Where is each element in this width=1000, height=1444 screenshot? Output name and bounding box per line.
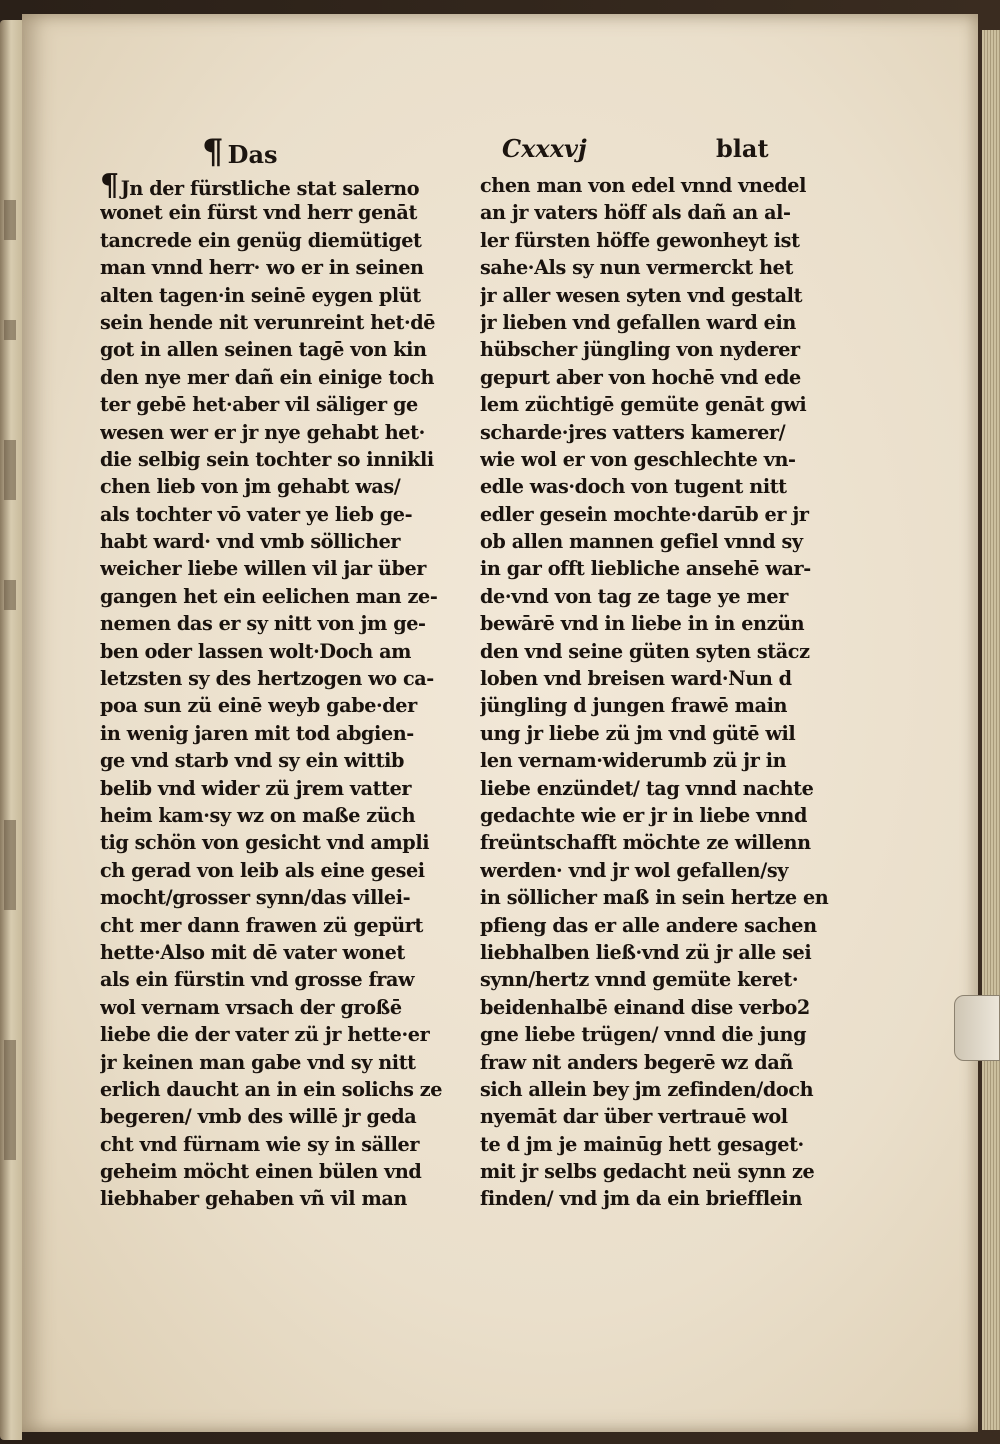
text-line: als ein fürstin vnd grosse fraw xyxy=(100,968,415,992)
text-line: erlich daucht an in ein solichs ze xyxy=(100,1077,443,1101)
text-line: als tochter vō vater ye lieb ge- xyxy=(100,502,413,526)
text-line: pfieng das er alle andere sachen xyxy=(480,913,817,937)
bookmark-tab xyxy=(954,995,1000,1061)
text-line: sich allein bey jm zefinden/doch xyxy=(480,1077,814,1101)
text-line: den nye mer dañ ein einige toch xyxy=(100,365,435,389)
text-line: fraw nit anders begerē wz dañ xyxy=(480,1050,793,1074)
text-line: freüntschafft möchte ze willenn xyxy=(480,831,811,855)
book-page xyxy=(22,14,978,1432)
text-line: synn/hertz vnnd gemüte keret· xyxy=(480,968,799,992)
text-line: beidenhalbē einand dise verbo2 xyxy=(480,995,810,1019)
text-line: chen lieb von jm gehabt was/ xyxy=(100,475,401,499)
text-line: mit jr selbs gedacht neü synn ze xyxy=(480,1160,815,1184)
text-line: gangen het ein eelichen man ze- xyxy=(100,584,438,608)
text-line: mocht/grosser synn/das villei- xyxy=(100,886,411,910)
text-line: finden/ vnd jm da ein briefflein xyxy=(480,1187,802,1211)
text-line: hübscher jüngling von nyderer xyxy=(480,338,800,362)
text-line: weicher liebe willen vil jar über xyxy=(100,557,427,581)
text-line: loben vnd breisen ward·Nun d xyxy=(480,667,792,691)
text-line: an jr vaters höff als dañ an al- xyxy=(480,201,791,225)
text-line: jr lieben vnd gefallen ward ein xyxy=(480,310,796,334)
text-line: wie wol er von geschlechte vn- xyxy=(480,447,796,471)
text-line: te d jm je mainūg hett gesaget· xyxy=(480,1132,804,1156)
text-line: gedachte wie er jr in liebe vnnd xyxy=(480,803,807,827)
text-line: nyemāt dar über vertrauē wol xyxy=(480,1105,788,1129)
text-line: edle was·doch von tugent nitt xyxy=(480,475,787,499)
folio-number: Cxxxvj xyxy=(502,134,587,163)
text-line: nemen das er sy nitt von jm ge- xyxy=(100,612,426,636)
running-head-right: blat xyxy=(716,134,769,163)
text-line: ung jr liebe zü jm vnd gütē wil xyxy=(480,721,796,745)
text-line: wonet ein fürst vnd herr genāt xyxy=(100,201,417,225)
text-line: ob allen mannen gefiel vnnd sy xyxy=(480,530,803,554)
text-line: jr keinen man gabe vnd sy nitt xyxy=(100,1050,416,1074)
text-line: sahe·Als sy nun vermerckt het xyxy=(480,256,793,280)
text-line: edler gesein mochte·darūb er jr xyxy=(480,502,809,526)
text-line: heim kam·sy wz on maße züch xyxy=(100,803,416,827)
text-line: jr aller wesen syten vnd gestalt xyxy=(480,283,803,307)
text-line: cht vnd fürnam wie sy in säller xyxy=(100,1132,420,1156)
text-line: in söllicher maß in sein hertze en xyxy=(480,886,829,910)
text-line: liebhalben ließ·vnd zü jr alle sei xyxy=(480,940,812,964)
text-line: ben oder lassen wolt·Doch am xyxy=(100,639,412,663)
text-line: den vnd seine güten syten stäcz xyxy=(480,639,810,663)
text-line: man vnnd herr· wo er in seinen xyxy=(100,256,424,280)
text-line xyxy=(100,172,470,199)
text-line: len vernam·widerumb zü jr in xyxy=(480,749,787,773)
text-line: letzsten sy des hertzogen wo ca- xyxy=(100,667,434,691)
text-line: cht mer dann frawen zü gepürt xyxy=(100,913,423,937)
text-line: tig schön von gesicht vnd ampli xyxy=(100,831,430,855)
text-line-content: Jn der fürstliche stat salerno xyxy=(120,177,420,200)
text-line: werden· vnd jr wol gefallen/sy xyxy=(480,858,788,882)
text-column-left xyxy=(100,172,470,1213)
text-line: hette·Also mit dē vater wonet xyxy=(100,940,405,964)
text-line: tancrede ein genüg diemütiget xyxy=(100,228,422,252)
page-stack-edge xyxy=(982,30,1000,1430)
text-line: begeren/ vmb des willē jr geda xyxy=(100,1105,417,1129)
text-line: poa sun zü einē weyb gabe·der xyxy=(100,694,417,718)
text-line: gne liebe trügen/ vnnd die jung xyxy=(480,1023,807,1047)
text-line: scharde·jres vatters kamerer/ xyxy=(480,420,786,444)
pilcrow-icon: ¶ xyxy=(100,172,119,200)
text-line: liebe enzündet/ tag vnnd nachte xyxy=(480,776,814,800)
text-line: got in allen seinen tagē von kin xyxy=(100,338,427,362)
text-line: jüngling d jungen frawē main xyxy=(480,694,788,718)
text-line: sein hende nit verunreint het·dē xyxy=(100,310,436,334)
text-line: de·vnd von tag ze tage ye mer xyxy=(480,584,788,608)
running-head-left xyxy=(202,132,278,172)
text-line: ter gebē het·aber vil säliger ge xyxy=(100,393,418,417)
facing-page-edge xyxy=(0,20,22,1440)
text-line: in gar offt liebliche ansehē war- xyxy=(480,557,811,581)
text-line: alten tagen·in seinē eygen plüt xyxy=(100,283,421,307)
text-line: belib vnd wider zü jrem vatter xyxy=(100,776,412,800)
text-line: liebhaber gehaben vñ vil man xyxy=(100,1187,407,1211)
text-line: ge vnd starb vnd sy ein wittib xyxy=(100,749,404,773)
running-head xyxy=(22,132,978,172)
text-line: bewārē vnd in liebe in in enzün xyxy=(480,612,805,636)
text-line: in wenig jaren mit tod abgien- xyxy=(100,721,414,745)
text-line: ler fürsten höffe gewonheyt ist xyxy=(480,228,800,252)
pilcrow-icon: ¶ xyxy=(202,132,224,172)
text-line: liebe die der vater zü jr hette·er xyxy=(100,1023,430,1047)
text-line: die selbig sein tochter so innikli xyxy=(100,447,434,471)
text-line: lem züchtigē gemüte genāt gwi xyxy=(480,393,807,417)
text-line: gepurt aber von hochē vnd ede xyxy=(480,365,801,389)
text-line: ch gerad von leib als eine gesei xyxy=(100,858,425,882)
text-column-right xyxy=(480,172,850,1213)
text-line: chen man von edel vnnd vnedel xyxy=(480,174,806,197)
text-line: habt ward· vnd vmb söllicher xyxy=(100,530,401,554)
running-head-left-text: Das xyxy=(227,140,278,169)
text-line: wesen wer er jr nye gehabt het· xyxy=(100,420,425,444)
text-line: geheim möcht einen bülen vnd xyxy=(100,1160,422,1184)
text-line: wol vernam vrsach der großē xyxy=(100,995,402,1019)
